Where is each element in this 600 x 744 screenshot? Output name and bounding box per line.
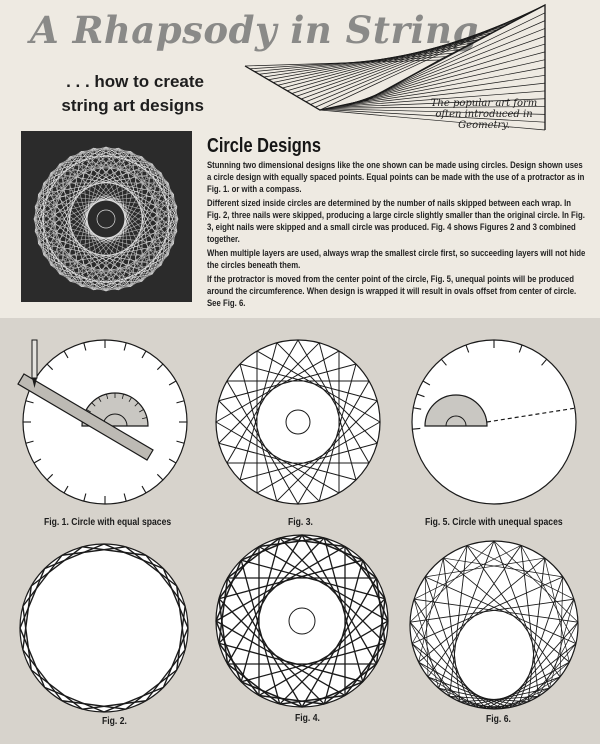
fig-1-circle-equal-spaces (18, 340, 187, 504)
string-art-photo-icon (21, 131, 192, 302)
section-title: Circle Designs (207, 135, 321, 157)
instructions (207, 160, 600, 312)
paragraph: Different sized inside circles are determined by the number of nails skipped between each wrap. In Fig. 2, three nails were skipped, producing a large circle slightly smaller than the original circle. In Fig. 3, eight nails were skipped and a small circle was produced. Fig. 4 shows Figures 2 and 3 combined together. (207, 198, 585, 245)
paragraph: When multiple layers are used, always wrap the smallest circle first, so succeeding layers will not hide the circles beneath them. (207, 248, 586, 271)
subtitle-line-1: . . . how to create (66, 72, 204, 91)
fig-4-label: Fig. 4. (295, 713, 320, 724)
fig-2-large-inner-circle (20, 544, 188, 712)
fig-3-small-inner-circle (216, 340, 380, 504)
subtitle (24, 70, 204, 118)
figures-diagram (0, 318, 600, 744)
subtitle-line-2: string art designs (61, 96, 204, 115)
hero-caption: The popular art form often introduced in Geometry. (430, 98, 538, 131)
fig-2-label: Fig. 2. (102, 716, 127, 727)
fig-3-label: Fig. 3. (288, 517, 313, 528)
fig-1-label: Fig. 1. Circle with equal spaces (44, 517, 172, 528)
fig-6-offset-ovals (410, 541, 578, 709)
fig-5-label: Fig. 5. Circle with unequal spaces (425, 517, 563, 528)
string-art-photo (21, 131, 192, 302)
fig-6-label: Fig. 6. (486, 714, 511, 725)
fig-4-combined-circles (216, 535, 388, 707)
page-title: A Rhapsody in String (30, 8, 479, 52)
paragraph: If the protractor is moved from the center point of the circle, Fig. 5, unequal points will be produced around the circumference. When design is wrapped it will result in ovals offset from center of circle. See Fig. 6. (207, 274, 577, 309)
paragraph: Stunning two dimensional designs like the one shown can be made using circles. Design shown uses a circle design with equally spaced points. Equal points can be made with the use of a protractor as in Fig. 1. or with a compass. (207, 160, 585, 195)
fig-5-circle-unequal-spaces (412, 340, 576, 504)
